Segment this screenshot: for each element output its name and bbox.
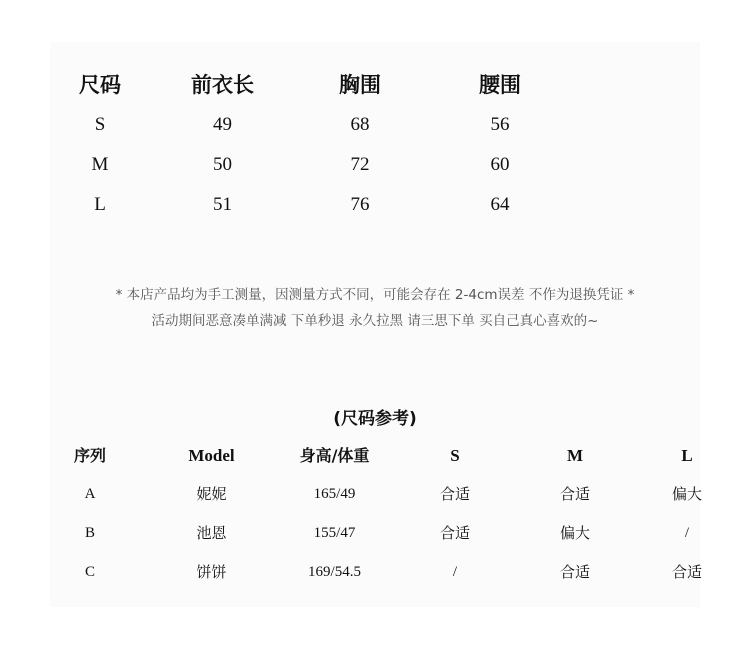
ref-cell: 合适 — [559, 485, 590, 503]
ref-cell: 合适 — [439, 524, 470, 542]
ref-header-height-weight: 身高/体重 — [299, 446, 370, 465]
size-cell: 50 — [213, 154, 232, 175]
ref-cell: 169/54.5 — [308, 564, 361, 580]
ref-cell: 合适 — [439, 485, 470, 503]
ref-cell: 合适 — [559, 563, 590, 581]
size-header-size: 尺码 — [79, 73, 121, 97]
size-reference-title: (尺码参考) — [333, 409, 417, 429]
size-cell: 76 — [350, 194, 370, 215]
size-cell: 49 — [213, 114, 232, 135]
size-cell: 56 — [490, 114, 510, 135]
ref-cell: 饼饼 — [196, 563, 227, 581]
size-cell: 51 — [213, 194, 232, 215]
ref-header-model: Model — [188, 446, 235, 465]
ref-cell: 合适 — [671, 563, 702, 581]
ref-header-index: 序列 — [73, 446, 106, 465]
size-cell: 72 — [350, 154, 370, 175]
ref-header-m: M — [566, 446, 584, 465]
size-cell: 60 — [490, 154, 510, 175]
size-cell: S — [94, 114, 106, 135]
size-cell: M — [91, 154, 109, 175]
order-policy-note: 活动期间恶意凑单满减 下单秒退 永久拉黑 请三思下单 买自己真心喜欢的~ — [151, 313, 599, 329]
size-cell: 64 — [490, 194, 510, 215]
size-header-waist: 腰围 — [479, 73, 521, 97]
ref-cell: 偏大 — [671, 485, 702, 503]
ref-cell: 偏大 — [559, 524, 590, 542]
measurement-disclaimer: * 本店产品均为手工测量，因测量方式不同，可能会存在 2-4cm误差 不作为退换凭证 * — [115, 287, 635, 303]
ref-header-l: L — [681, 446, 693, 465]
ref-cell: 165/49 — [313, 486, 356, 502]
size-table — [50, 65, 650, 225]
ref-cell: 池恩 — [196, 524, 227, 542]
ref-cell: B — [84, 525, 95, 541]
ref-cell: A — [84, 486, 96, 502]
size-header-front-length: 前衣长 — [191, 73, 254, 97]
size-reference-table — [30, 437, 730, 592]
size-cell: 68 — [350, 114, 370, 135]
ref-header-s: S — [450, 446, 460, 465]
size-cell: L — [94, 194, 106, 215]
ref-cell: / — [684, 525, 690, 541]
size-header-chest: 胸围 — [339, 73, 381, 97]
ref-cell: 妮妮 — [196, 485, 227, 503]
ref-cell: C — [84, 564, 95, 580]
ref-cell: / — [452, 564, 458, 580]
ref-cell: 155/47 — [313, 525, 356, 541]
